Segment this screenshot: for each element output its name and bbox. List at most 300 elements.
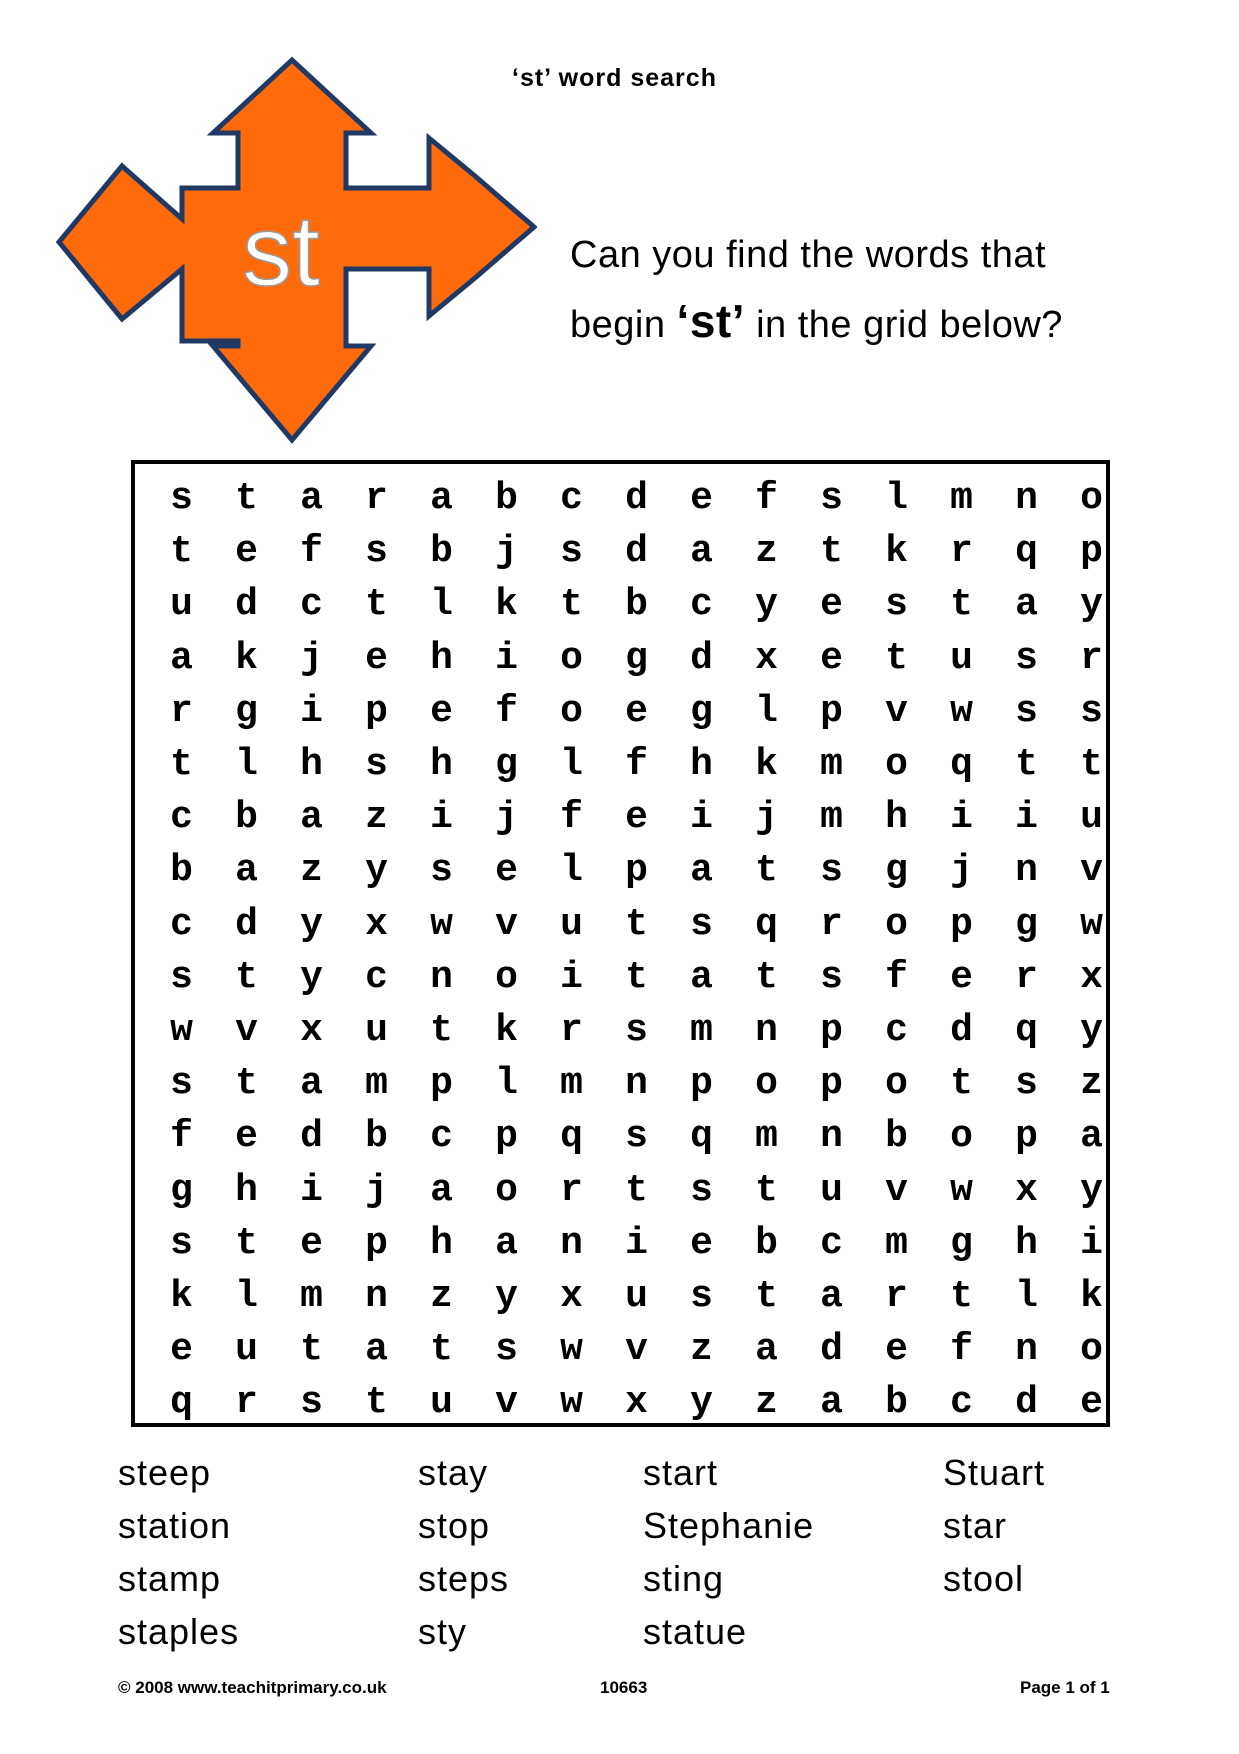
grid-cell: q xyxy=(170,1381,193,1425)
grid-cell: o xyxy=(885,902,908,946)
grid-cell: u xyxy=(1080,796,1103,840)
grid-cell: g xyxy=(625,636,648,680)
word-list-item: Stuart xyxy=(943,1452,1046,1493)
grid-cell: a xyxy=(820,1274,843,1318)
grid-cell: h xyxy=(430,1221,453,1265)
grid-cell: b xyxy=(430,530,453,574)
grid-cell: e xyxy=(235,530,258,574)
grid-cell: y xyxy=(300,902,323,946)
grid-cell: p xyxy=(820,689,843,733)
grid-cell: r xyxy=(1080,636,1103,680)
grid-cell: r xyxy=(950,530,973,574)
grid-cell: j xyxy=(495,796,518,840)
grid-cell: e xyxy=(625,689,648,733)
grid-cell: m xyxy=(820,796,843,840)
grid-cell: s xyxy=(495,1328,518,1372)
grid-cell: m xyxy=(885,1221,908,1265)
grid-cell: w xyxy=(560,1381,583,1425)
grid-cell: i xyxy=(690,796,713,840)
grid-cell: e xyxy=(170,1328,193,1372)
grid-cell: l xyxy=(885,477,908,521)
grid-cell: w xyxy=(950,689,973,733)
grid-cell: f xyxy=(755,477,778,521)
instruction-begin: begin xyxy=(570,304,677,346)
grid-cell: s xyxy=(365,530,388,574)
grid-cell: x xyxy=(755,636,778,680)
grid-cell: t xyxy=(365,583,388,627)
grid-cell: s xyxy=(1080,689,1103,733)
grid-cell: t xyxy=(625,1168,648,1212)
grid-cell: t xyxy=(755,849,778,893)
grid-cell: i xyxy=(495,636,518,680)
grid-cell: f xyxy=(885,955,908,999)
word-search-grid xyxy=(149,472,1124,1429)
grid-cell: d xyxy=(950,1008,973,1052)
word-list-item: staples xyxy=(118,1611,240,1652)
grid-cell: z xyxy=(1080,1062,1103,1106)
grid-cell: b xyxy=(235,796,258,840)
grid-cell: e xyxy=(690,477,713,521)
grid-cell: t xyxy=(430,1008,453,1052)
grid-cell: o xyxy=(950,1115,973,1159)
grid-cell: a xyxy=(430,1168,453,1212)
grid-cell: n xyxy=(1015,1328,1038,1372)
grid-cell: f xyxy=(300,530,323,574)
grid-cell: t xyxy=(950,1062,973,1106)
grid-cell: r xyxy=(1015,955,1038,999)
grid-cell: w xyxy=(1080,902,1103,946)
grid-cell: q xyxy=(1015,530,1038,574)
grid-cell: c xyxy=(170,902,193,946)
grid-cell: i xyxy=(430,796,453,840)
grid-cell: f xyxy=(950,1328,973,1372)
grid-cell: o xyxy=(885,1062,908,1106)
grid-cell: i xyxy=(1015,796,1038,840)
grid-cell: v xyxy=(1080,849,1103,893)
grid-cell: s xyxy=(690,1168,713,1212)
grid-cell: r xyxy=(170,689,193,733)
grid-cell: s xyxy=(170,1062,193,1106)
grid-cell: d xyxy=(300,1115,323,1159)
grid-cell: i xyxy=(300,1168,323,1212)
grid-cell: s xyxy=(820,477,843,521)
grid-cell: t xyxy=(170,530,193,574)
grid-cell: g xyxy=(170,1168,193,1212)
st-arrows-logo xyxy=(55,56,537,444)
grid-cell: a xyxy=(690,849,713,893)
grid-cell: s xyxy=(1015,1062,1038,1106)
grid-cell: k xyxy=(885,530,908,574)
grid-cell: d xyxy=(625,530,648,574)
grid-cell: b xyxy=(625,583,648,627)
grid-cell: u xyxy=(365,1008,388,1052)
grid-cell: e xyxy=(625,796,648,840)
grid-cell: s xyxy=(170,477,193,521)
grid-cell: g xyxy=(885,849,908,893)
grid-cell: m xyxy=(690,1008,713,1052)
grid-cell: t xyxy=(625,955,648,999)
grid-cell: k xyxy=(495,583,518,627)
grid-cell: t xyxy=(235,1221,258,1265)
grid-cell: m xyxy=(820,743,843,787)
grid-cell: t xyxy=(430,1328,453,1372)
grid-cell: a xyxy=(300,796,323,840)
grid-cell: s xyxy=(430,849,453,893)
grid-cell: o xyxy=(495,955,518,999)
instruction-end: in the grid below? xyxy=(745,304,1063,346)
grid-cell: f xyxy=(495,689,518,733)
grid-cell: t xyxy=(560,583,583,627)
grid-cell: m xyxy=(560,1062,583,1106)
word-list-item: stay xyxy=(418,1452,489,1493)
grid-cell: n xyxy=(625,1062,648,1106)
grid-cell: l xyxy=(495,1062,518,1106)
footer-code: 10663 xyxy=(600,1678,648,1697)
grid-cell: l xyxy=(1015,1274,1038,1318)
grid-cell: x xyxy=(365,902,388,946)
grid-cell: h xyxy=(430,743,453,787)
grid-cell: u xyxy=(430,1381,453,1425)
grid-cell: f xyxy=(560,796,583,840)
grid-cell: s xyxy=(1015,689,1038,733)
word-list-item: stamp xyxy=(118,1558,222,1599)
grid-cell: l xyxy=(430,583,453,627)
grid-cell: m xyxy=(755,1115,778,1159)
grid-cell: t xyxy=(755,1168,778,1212)
grid-cell: y xyxy=(1080,1008,1103,1052)
grid-cell: c xyxy=(365,955,388,999)
grid-cell: r xyxy=(235,1381,258,1425)
grid-cell: t xyxy=(885,636,908,680)
grid-cell: n xyxy=(820,1115,843,1159)
grid-cell: s xyxy=(170,1221,193,1265)
grid-cell: a xyxy=(1080,1115,1103,1159)
grid-cell: s xyxy=(690,1274,713,1318)
grid-cell: w xyxy=(430,902,453,946)
grid-cell: f xyxy=(625,743,648,787)
grid-cell: e xyxy=(365,636,388,680)
grid-cell: c xyxy=(560,477,583,521)
grid-cell: a xyxy=(690,955,713,999)
grid-cell: d xyxy=(625,477,648,521)
grid-cell: c xyxy=(690,583,713,627)
grid-cell: m xyxy=(950,477,973,521)
grid-cell: r xyxy=(885,1274,908,1318)
grid-cell: r xyxy=(820,902,843,946)
word-list-item: steep xyxy=(118,1452,212,1493)
grid-cell: r xyxy=(365,477,388,521)
instruction-highlight: ‘st’ xyxy=(676,295,746,347)
grid-cell: y xyxy=(300,955,323,999)
grid-cell: l xyxy=(235,1274,258,1318)
grid-cell: t xyxy=(235,477,258,521)
grid-cell: g xyxy=(1015,902,1038,946)
grid-cell: j xyxy=(755,796,778,840)
grid-cell: s xyxy=(625,1008,648,1052)
grid-cell: k xyxy=(235,636,258,680)
grid-cell: v xyxy=(625,1328,648,1372)
word-list-item: sting xyxy=(643,1558,725,1599)
grid-cell: c xyxy=(430,1115,453,1159)
grid-cell: d xyxy=(1015,1381,1038,1425)
grid-cell: s xyxy=(625,1115,648,1159)
grid-cell: b xyxy=(755,1221,778,1265)
grid-cell: a xyxy=(495,1221,518,1265)
grid-cell: p xyxy=(495,1115,518,1159)
grid-cell: l xyxy=(560,849,583,893)
word-list-item: stool xyxy=(943,1558,1025,1599)
grid-cell: h xyxy=(235,1168,258,1212)
grid-cell: r xyxy=(560,1008,583,1052)
grid-cell: s xyxy=(1015,636,1038,680)
grid-cell: g xyxy=(235,689,258,733)
grid-cell: a xyxy=(300,1062,323,1106)
grid-cell: i xyxy=(560,955,583,999)
grid-cell: e xyxy=(430,689,453,733)
grid-cell: s xyxy=(300,1381,323,1425)
grid-cell: o xyxy=(560,636,583,680)
grid-cell: u xyxy=(235,1328,258,1372)
grid-cell: q xyxy=(755,902,778,946)
grid-cell: p xyxy=(820,1062,843,1106)
grid-cell: u xyxy=(170,583,193,627)
logo-st-text: st xyxy=(242,195,320,307)
grid-cell: a xyxy=(365,1328,388,1372)
grid-cell: p xyxy=(1015,1115,1038,1159)
grid-cell: n xyxy=(1015,477,1038,521)
grid-cell: a xyxy=(170,636,193,680)
grid-cell: j xyxy=(300,636,323,680)
word-list-item: sty xyxy=(418,1611,468,1652)
grid-cell: c xyxy=(820,1221,843,1265)
grid-cell: b xyxy=(365,1115,388,1159)
grid-cell: z xyxy=(300,849,323,893)
grid-cell: b xyxy=(495,477,518,521)
grid-cell: a xyxy=(820,1381,843,1425)
grid-cell: s xyxy=(820,849,843,893)
grid-cell: e xyxy=(300,1221,323,1265)
grid-cell: a xyxy=(690,530,713,574)
grid-cell: g xyxy=(495,743,518,787)
grid-cell: c xyxy=(300,583,323,627)
grid-cell: q xyxy=(690,1115,713,1159)
grid-cell: i xyxy=(950,796,973,840)
grid-cell: s xyxy=(170,955,193,999)
grid-cell: s xyxy=(690,902,713,946)
grid-cell: v xyxy=(495,1381,518,1425)
grid-cell: q xyxy=(560,1115,583,1159)
grid-cell: e xyxy=(820,583,843,627)
grid-cell: z xyxy=(755,1381,778,1425)
grid-cell: h xyxy=(1015,1221,1038,1265)
grid-cell: z xyxy=(690,1328,713,1372)
grid-cell: t xyxy=(950,583,973,627)
grid-cell: b xyxy=(170,849,193,893)
word-list-item: start xyxy=(643,1452,719,1493)
grid-cell: p xyxy=(820,1008,843,1052)
footer-page-number: Page 1 of 1 xyxy=(1020,1678,1110,1697)
grid-cell: p xyxy=(365,689,388,733)
grid-cell: l xyxy=(755,689,778,733)
grid-cell: r xyxy=(560,1168,583,1212)
worksheet-title: ‘st’ word search xyxy=(512,64,717,92)
grid-cell: o xyxy=(560,689,583,733)
grid-cell: a xyxy=(1015,583,1038,627)
grid-cell: o xyxy=(1080,477,1103,521)
grid-cell: o xyxy=(755,1062,778,1106)
grid-cell: y xyxy=(1080,583,1103,627)
grid-cell: f xyxy=(170,1115,193,1159)
grid-cell: p xyxy=(1080,530,1103,574)
grid-cell: b xyxy=(885,1381,908,1425)
grid-cell: s xyxy=(885,583,908,627)
grid-cell: v xyxy=(885,689,908,733)
grid-cell: v xyxy=(235,1008,258,1052)
grid-cell: n xyxy=(560,1221,583,1265)
grid-cell: d xyxy=(820,1328,843,1372)
grid-cell: h xyxy=(430,636,453,680)
grid-cell: x xyxy=(560,1274,583,1318)
grid-cell: h xyxy=(885,796,908,840)
grid-cell: u xyxy=(950,636,973,680)
grid-cell: i xyxy=(300,689,323,733)
grid-cell: w xyxy=(560,1328,583,1372)
grid-cell: z xyxy=(430,1274,453,1318)
grid-cell: v xyxy=(495,902,518,946)
grid-cell: g xyxy=(950,1221,973,1265)
grid-cell: a xyxy=(235,849,258,893)
word-list-item: statue xyxy=(643,1611,748,1652)
grid-cell: c xyxy=(885,1008,908,1052)
word-list-item: Stephanie xyxy=(643,1505,815,1546)
grid-cell: u xyxy=(560,902,583,946)
grid-cell: j xyxy=(495,530,518,574)
instruction-line-1: Can you find the words that xyxy=(570,234,1047,276)
grid-cell: s xyxy=(820,955,843,999)
grid-cell: l xyxy=(235,743,258,787)
footer-copyright: © 2008 www.teachitprimary.co.uk xyxy=(118,1678,387,1697)
grid-cell: k xyxy=(495,1008,518,1052)
grid-cell: m xyxy=(300,1274,323,1318)
grid-cell: x xyxy=(1015,1168,1038,1212)
grid-cell: y xyxy=(495,1274,518,1318)
grid-cell: a xyxy=(755,1328,778,1372)
grid-cell: p xyxy=(950,902,973,946)
word-list-item: stop xyxy=(418,1505,491,1546)
grid-cell: o xyxy=(885,743,908,787)
grid-cell: e xyxy=(1080,1381,1103,1425)
grid-cell: d xyxy=(235,583,258,627)
grid-cell: j xyxy=(950,849,973,893)
grid-cell: o xyxy=(495,1168,518,1212)
grid-cell: d xyxy=(235,902,258,946)
grid-cell: k xyxy=(755,743,778,787)
grid-cell: i xyxy=(625,1221,648,1265)
word-list-item xyxy=(943,1611,1118,1664)
grid-cell: t xyxy=(365,1381,388,1425)
grid-cell: x xyxy=(625,1381,648,1425)
grid-cell: g xyxy=(690,689,713,733)
grid-cell: a xyxy=(300,477,323,521)
grid-cell: h xyxy=(300,743,323,787)
grid-cell: e xyxy=(950,955,973,999)
grid-cell: t xyxy=(1015,743,1038,787)
grid-cell: c xyxy=(950,1381,973,1425)
grid-cell: v xyxy=(885,1168,908,1212)
grid-cell: t xyxy=(235,955,258,999)
grid-cell: t xyxy=(820,530,843,574)
grid-cell: p xyxy=(430,1062,453,1106)
grid-cell: z xyxy=(755,530,778,574)
grid-cell: j xyxy=(365,1168,388,1212)
grid-cell: s xyxy=(560,530,583,574)
grid-cell: t xyxy=(1080,743,1103,787)
grid-cell: z xyxy=(365,796,388,840)
word-search-grid-box xyxy=(131,460,1110,1427)
grid-cell: t xyxy=(950,1274,973,1318)
grid-cell: n xyxy=(430,955,453,999)
grid-cell: n xyxy=(1015,849,1038,893)
grid-cell: p xyxy=(690,1062,713,1106)
grid-cell: k xyxy=(170,1274,193,1318)
word-list-item: star xyxy=(943,1505,1008,1546)
grid-cell: t xyxy=(300,1328,323,1372)
grid-cell: u xyxy=(625,1274,648,1318)
grid-cell: t xyxy=(235,1062,258,1106)
grid-cell: p xyxy=(365,1221,388,1265)
grid-cell: l xyxy=(560,743,583,787)
grid-cell: p xyxy=(625,849,648,893)
grid-cell: e xyxy=(495,849,518,893)
instruction-line-2 xyxy=(570,288,1063,358)
grid-cell: u xyxy=(820,1168,843,1212)
word-list-item: station xyxy=(118,1505,232,1546)
grid-cell: n xyxy=(755,1008,778,1052)
grid-cell: k xyxy=(1080,1274,1103,1318)
grid-cell: t xyxy=(755,1274,778,1318)
word-list-item: steps xyxy=(418,1558,510,1599)
grid-cell: y xyxy=(690,1381,713,1425)
grid-cell: i xyxy=(1080,1221,1103,1265)
grid-cell: y xyxy=(755,583,778,627)
grid-cell: y xyxy=(365,849,388,893)
grid-cell: o xyxy=(1080,1328,1103,1372)
grid-cell: d xyxy=(690,636,713,680)
grid-cell: s xyxy=(365,743,388,787)
grid-cell: y xyxy=(1080,1168,1103,1212)
grid-cell: e xyxy=(885,1328,908,1372)
grid-cell: q xyxy=(1015,1008,1038,1052)
instruction-text xyxy=(570,222,1063,358)
grid-cell: x xyxy=(1080,955,1103,999)
grid-cell: e xyxy=(235,1115,258,1159)
grid-cell: t xyxy=(625,902,648,946)
grid-cell: m xyxy=(365,1062,388,1106)
grid-cell: c xyxy=(170,796,193,840)
grid-cell: x xyxy=(300,1008,323,1052)
grid-cell: e xyxy=(690,1221,713,1265)
grid-cell: b xyxy=(885,1115,908,1159)
grid-cell: w xyxy=(950,1168,973,1212)
grid-cell: t xyxy=(755,955,778,999)
grid-cell: n xyxy=(365,1274,388,1318)
grid-cell: e xyxy=(820,636,843,680)
grid-cell: w xyxy=(170,1008,193,1052)
word-list xyxy=(118,1452,1118,1664)
grid-cell: h xyxy=(690,743,713,787)
grid-cell: a xyxy=(430,477,453,521)
grid-cell: t xyxy=(170,743,193,787)
